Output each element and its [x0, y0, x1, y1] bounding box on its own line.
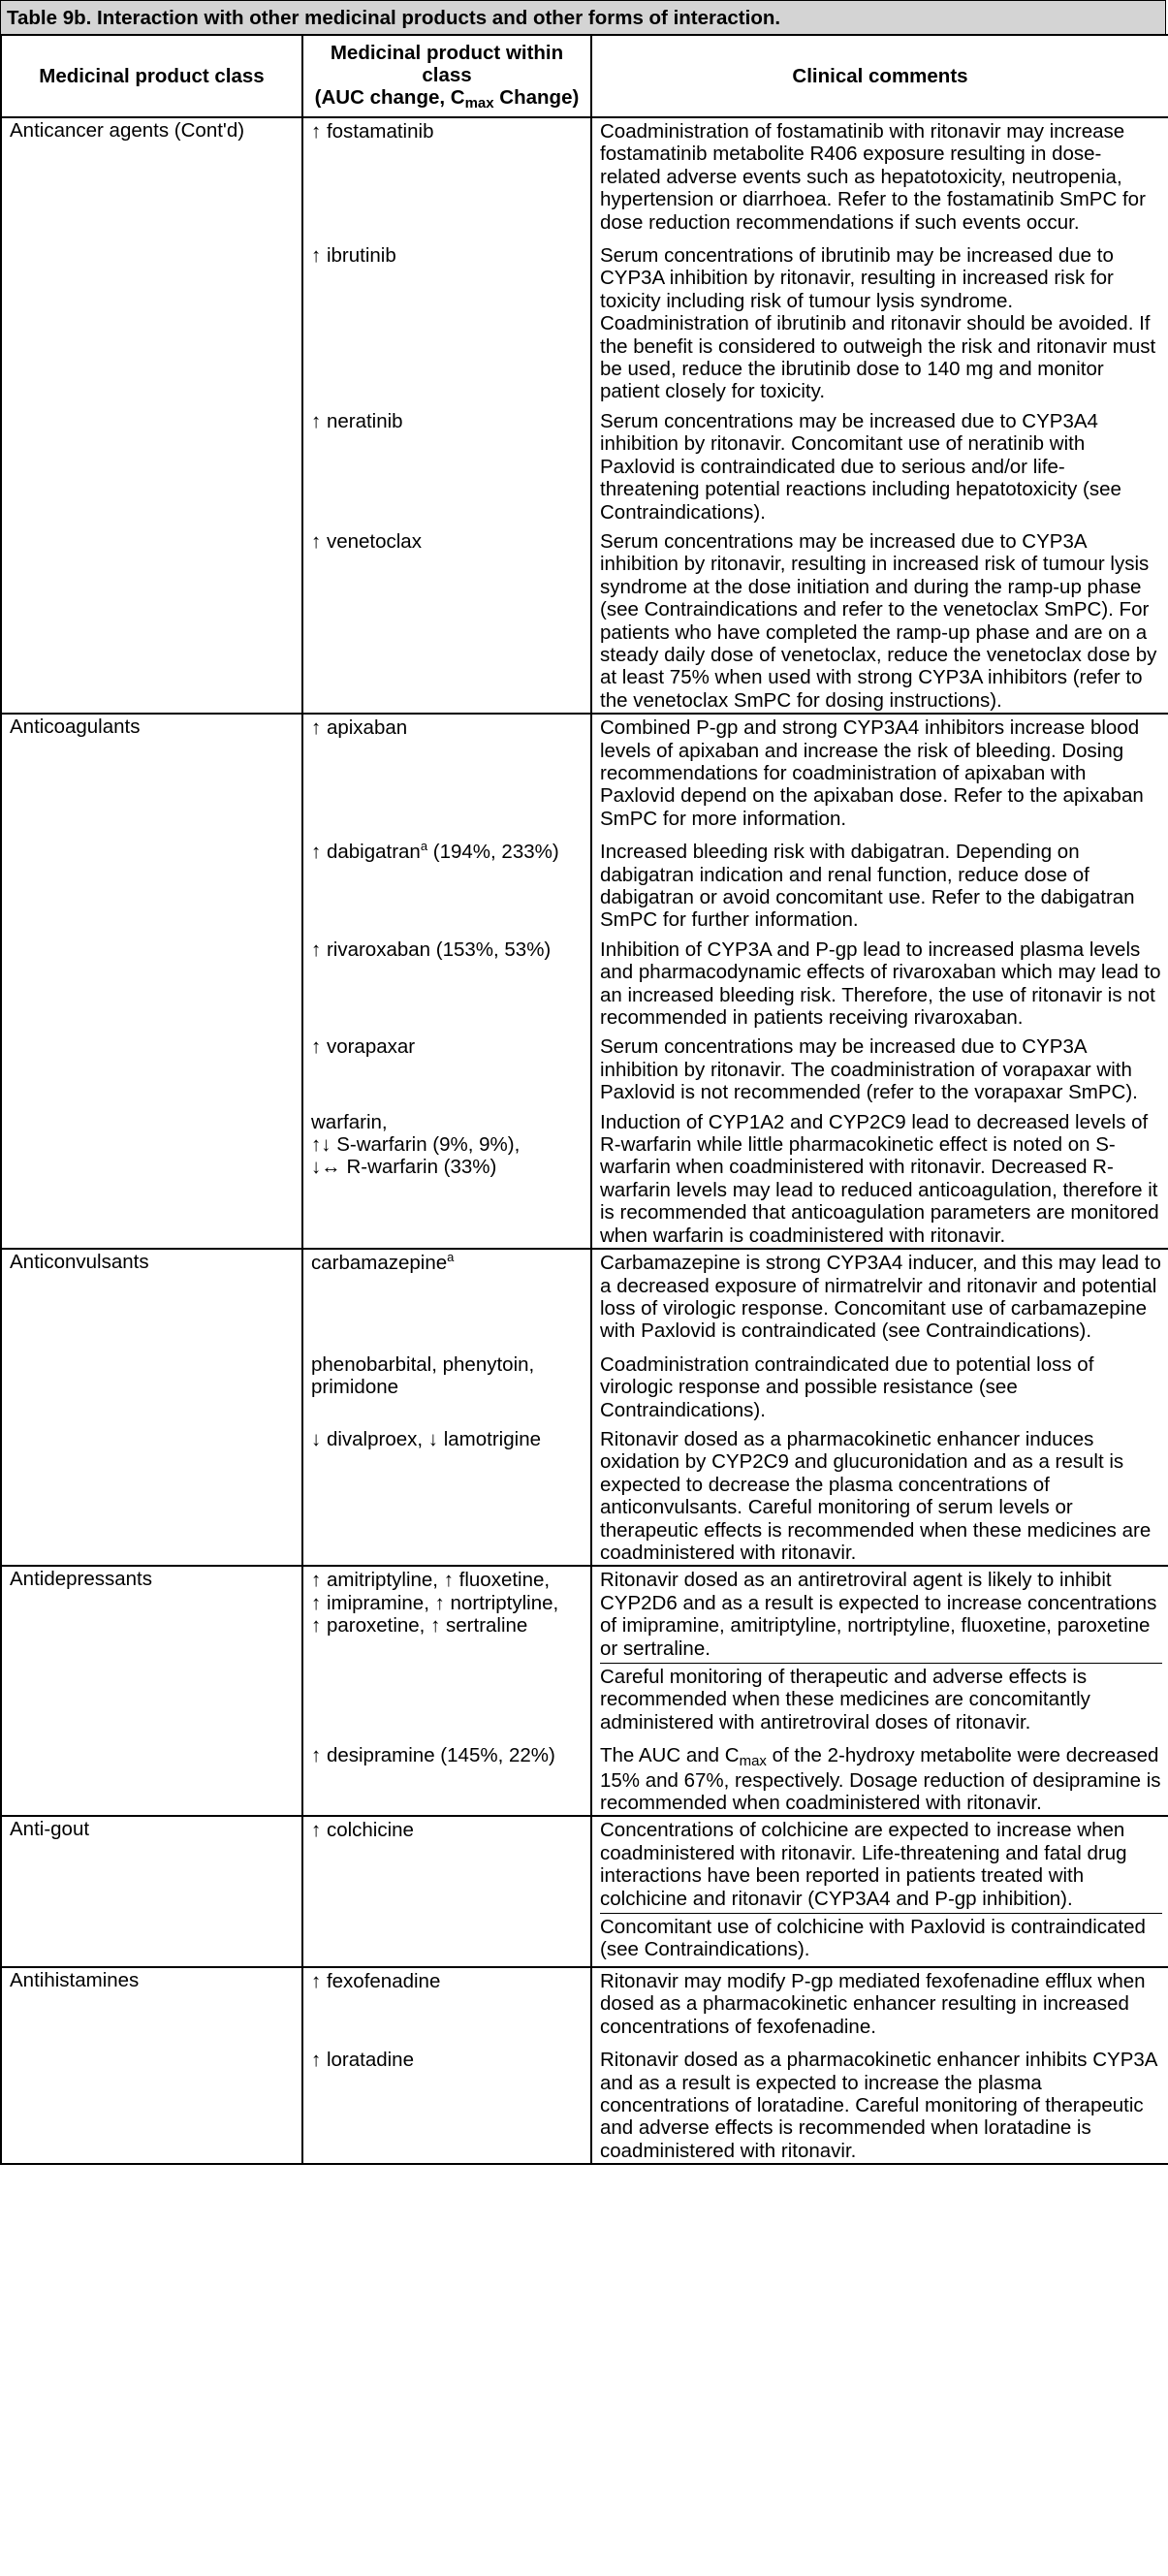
- clinical-comment: Induction of CYP1A2 and CYP2C9 lead to decreased levels of R-warfarin while little pharmacokinetic effect is noted on S-warfarin when coadministered with ritonavir. Decreased R-warfarin levels may lead to reduced anticoagulation, therefore it is recommended that anticoagulation parameters are monitored when warfarin is coadministered with ritonavir.: [600, 1110, 1159, 1247]
- clinical-comment: Ritonavir may modify P-gp mediated fexofenadine efflux when dosed as a pharmacokinetic enhancer resulting in increased concentrations of fexofenadine.: [600, 1969, 1146, 2038]
- clinical-comment: Combined P-gp and strong CYP3A4 inhibitors increase blood levels of apixaban and increase the risk of bleeding. Dosing recommendations for coadministration of apixaban with Paxlovid depend on the apixaban dose. Refer to the apixaban SmPC for more information.: [600, 716, 1144, 830]
- product-text: [311, 1034, 584, 1061]
- clinical-comment: Coadministration contraindicated due to potential loss of virologic response and possible resistance (see Contraindications).: [600, 1352, 1094, 1421]
- product-name: ↓ divalproex, ↓ lamotrigine: [311, 1427, 541, 1450]
- medicinal-product: [302, 528, 591, 717]
- medicinal-product-class: Anticonvulsants: [1, 1249, 302, 1566]
- clinical-comment: Carbamazepine is strong CYP3A4 inducer, and this may lead to a decreased exposure of nirmatrelvir and ritonavir and potential loss of virologic response. Concomitant use of carbamazepine with Paxlovid is contraindicated (see Contraindications).: [600, 1252, 1161, 1343]
- product-text: [311, 715, 584, 742]
- clinical-comments: [591, 1109, 1168, 1253]
- header-col2-line3-post: Change): [493, 86, 580, 109]
- clinical-comment: Concomitant use of colchicine with Paxlovid is contraindicated (see Contraindications).: [600, 1913, 1162, 1964]
- clinical-comments: [591, 528, 1168, 717]
- product-line: ↑↓ S-warfarin (9%, 9%),: [311, 1133, 521, 1157]
- product-text: [311, 242, 584, 270]
- clinical-comments: [591, 1249, 1168, 1348]
- product-text: [311, 118, 584, 145]
- clinical-comments: [591, 1816, 1168, 1966]
- table-row: [1, 1566, 1168, 1738]
- clinical-comments: [591, 1426, 1168, 1570]
- product-text: [311, 408, 584, 435]
- product-text: [311, 1352, 584, 1402]
- table-row: [1, 1249, 1168, 1348]
- medicinal-product: [302, 1742, 591, 1820]
- product-line: phenobarbital, phenytoin,: [311, 1352, 535, 1376]
- clinical-comment: Ritonavir dosed as a pharmacokinetic enhancer induces oxidation by CYP2C9 and glucuronidation and as a result is expected to decrease the plasma concentrations of anticonvulsants. Careful monitoring of serum levels or therapeutic effects is recommended when these medicines are coadministered with ritonavir.: [600, 1427, 1152, 1564]
- product-name: ↑ vorapaxar: [311, 1035, 416, 1059]
- product-line: ↑ paroxetine, ↑ sertraline: [311, 1614, 528, 1638]
- product-text: [311, 937, 584, 964]
- clinical-comments: [591, 1352, 1168, 1426]
- product-text: [311, 1567, 584, 1639]
- medicinal-product: [302, 937, 591, 1034]
- product-name: ↑ rivaroxaban (153%, 53%): [311, 938, 552, 961]
- table-row: [1, 1816, 1168, 1966]
- interaction-table: [0, 34, 1168, 2165]
- product-text: [311, 1426, 584, 1453]
- product-values: (194%, 233%): [427, 841, 559, 864]
- product-text: [311, 839, 584, 866]
- medicinal-product: [302, 242, 591, 408]
- product-text: [311, 1742, 584, 1769]
- product-line: primidone: [311, 1376, 399, 1399]
- clinical-comments: [591, 1967, 1168, 2043]
- product-name: ↑ fexofenadine: [311, 1969, 441, 1992]
- comment-subscript: max: [739, 1753, 767, 1770]
- table-row: [1, 117, 1168, 239]
- medicinal-product: [302, 2047, 591, 2168]
- product-name: ↑ apixaban: [311, 716, 408, 740]
- clinical-comment: Careful monitoring of therapeutic and adverse effects is recommended when these medicines are concomitantly administered with antiretroviral doses of ritonavir.: [600, 1663, 1162, 1736]
- table-title: Table 9b. Interaction with other medicinal products and other forms of interaction.: [0, 0, 1166, 34]
- product-name: ↑ dabigatran: [311, 841, 421, 864]
- header-col2-line3-sub: max: [464, 95, 494, 111]
- clinical-comments: [591, 714, 1168, 835]
- medicinal-product-class: Anticancer agents (Cont'd): [1, 117, 302, 714]
- medicinal-product: [302, 1566, 591, 1738]
- comment-text: of the 2-hydroxy metabolite were decreased 15% and 67%, respectively. Dosage reduction of desipramine is recommended when coadministered with ritonavir.: [600, 1744, 1161, 1815]
- clinical-comment: Coadministration of fostamatinib with ritonavir may increase fostamatinib metabolite R406 exposure resulting in dose-related adverse events such as hepatotoxicity, neutropenia, hypertension or diarrhoea. Refer to the fostamatinib SmPC for dose reduction recommendations if such events occur.: [600, 120, 1146, 234]
- product-name: ↑ desipramine (145%, 22%): [311, 1744, 555, 1767]
- medicinal-product: [302, 117, 591, 239]
- clinical-comments: [591, 1742, 1168, 1820]
- clinical-comments: [591, 1566, 1168, 1738]
- product-text: [311, 528, 584, 556]
- clinical-comment: Concentrations of colchicine are expected to increase when coadministered with ritonavir. Life-threatening and fatal drug interactions have been reported in patients treated with colchicine and ritonavir (CYP3A4 and P-gp inhibition).: [600, 1819, 1127, 1910]
- clinical-comment: [600, 1742, 1162, 1817]
- medicinal-product: [302, 714, 591, 835]
- clinical-comments: [591, 839, 1168, 937]
- product-text: [311, 1817, 584, 1844]
- product-text: [311, 1968, 584, 1995]
- header-medicinal-product-within-class: [302, 35, 591, 117]
- clinical-comment: Serum concentrations may be increased due to CYP3A4 inhibition by ritonavir. Concomitant use of neratinib with Paxlovid is contraindicated due to serious and/or life-threatening potential reactions including hepatotoxicity (see Contraindications).: [600, 409, 1121, 524]
- product-name: ↑ loratadine: [311, 2049, 414, 2072]
- clinical-comments: [591, 408, 1168, 528]
- footnote-marker: a: [420, 839, 428, 854]
- medicinal-product: [302, 1249, 591, 1348]
- table-row: [1, 714, 1168, 835]
- medicinal-product: [302, 839, 591, 937]
- footnote-marker: a: [447, 1250, 455, 1265]
- clinical-comment: Ritonavir dosed as an antiretroviral agent is likely to inhibit CYP2D6 and as a result is expected to increase concentrations of imipramine, amitriptyline, nortriptyline, fluoxetine, paroxetine or sertraline.: [600, 1569, 1157, 1660]
- medicinal-product: [302, 1034, 591, 1108]
- medicinal-product: [302, 1352, 591, 1426]
- medicinal-product-class: Anti-gout: [1, 1816, 302, 1966]
- medicinal-product-class: Antidepressants: [1, 1566, 302, 1816]
- product-name: ↑ venetoclax: [311, 529, 422, 553]
- comment-text: The AUC and C: [600, 1744, 740, 1767]
- clinical-comment: Ritonavir dosed as a pharmacokinetic enhancer inhibits CYP3A and as a result is expected to increase the plasma concentrations of loratadine. Careful monitoring of therapeutic and adverse effects is recommended when loratadine is coadministered with ritonavir.: [600, 2049, 1157, 2162]
- clinical-comment: Serum concentrations may be increased due to CYP3A inhibition by ritonavir, resulting in increased risk of tumour lysis syndrome at the dose initiation and during the ramp-up phase (see Contraindications and refer to the venetoclax SmPC). For patients who have completed the ramp-up phase and are on a steady daily dose of venetoclax, reduce the venetoclax dose by at least 75% when used with strong CYP3A inhibitors (refer to the venetoclax SmPC for dosing instructions).: [600, 529, 1157, 712]
- clinical-comment: Serum concentrations may be increased due to CYP3A inhibition by ritonavir. The coadministration of vorapaxar with Paxlovid is not recommended (refer to the vorapaxar SmPC).: [600, 1035, 1138, 1104]
- clinical-comment: Serum concentrations of ibrutinib may be increased due to CYP3A inhibition by ritonavir, resulting in increased risk for toxicity including risk of tumour lysis syndrome. Coadministration of ibrutinib and ritonavir should be avoided. If the benefit is considered to outweigh the risk and ritonavir must be used, reduce the ibrutinib dose to 140 mg and monitor patient closely for toxicity.: [600, 244, 1156, 403]
- clinical-comments: [591, 1034, 1168, 1108]
- clinical-comments: [591, 2047, 1168, 2168]
- medicinal-product: [302, 1426, 591, 1570]
- product-line: ↓↔ R-warfarin (33%): [311, 1156, 497, 1179]
- clinical-comments: [591, 117, 1168, 239]
- product-name: ↑ fostamatinib: [311, 120, 434, 143]
- product-name: ↑ neratinib: [311, 409, 403, 432]
- product-name: ↑ ibrutinib: [311, 244, 396, 268]
- header-col2-line2: class: [422, 64, 472, 86]
- clinical-comment: Inhibition of CYP3A and P-gp lead to increased plasma levels and pharmacodynamic effects of rivaroxaban which may lead to an increased bleeding risk. Therefore, the use of ritonavir is not recommended in patients receiving rivaroxaban.: [600, 938, 1161, 1030]
- table-header-row: [1, 35, 1168, 117]
- product-text: [311, 1250, 584, 1277]
- header-clinical-comments: Clinical comments: [591, 35, 1168, 117]
- medicinal-product-class: Anticoagulants: [1, 714, 302, 1249]
- clinical-comments: [591, 937, 1168, 1034]
- product-line: ↑ amitriptyline, ↑ fluoxetine,: [311, 1569, 551, 1592]
- header-col2-line3-pre: (AUC change, C: [314, 86, 465, 109]
- medicinal-product-class: Antihistamines: [1, 1967, 302, 2164]
- product-line: ↑ imipramine, ↑ nortriptyline,: [311, 1591, 559, 1614]
- clinical-comments: [591, 242, 1168, 408]
- product-name: carbamazepine: [311, 1252, 448, 1275]
- medicinal-product: [302, 1967, 591, 2043]
- medicinal-product: [302, 408, 591, 528]
- product-text: [311, 2047, 584, 2074]
- table-row: [1, 1967, 1168, 2043]
- product-name: ↑ colchicine: [311, 1819, 414, 1842]
- medicinal-product: [302, 1109, 591, 1253]
- table-body: [1, 117, 1168, 2164]
- medicinal-product: [302, 1816, 591, 1966]
- product-text: [311, 1109, 584, 1182]
- clinical-comment: Increased bleeding risk with dabigatran. Depending on dabigatran indication and renal function, reduce dose of dabigatran or avoid concomitant use. Refer to the dabigatran SmPC for further information.: [600, 841, 1135, 932]
- product-line: warfarin,: [311, 1110, 388, 1133]
- header-medicinal-product-class: Medicinal product class: [1, 35, 302, 117]
- header-col2-line1: Medicinal product within: [330, 42, 564, 64]
